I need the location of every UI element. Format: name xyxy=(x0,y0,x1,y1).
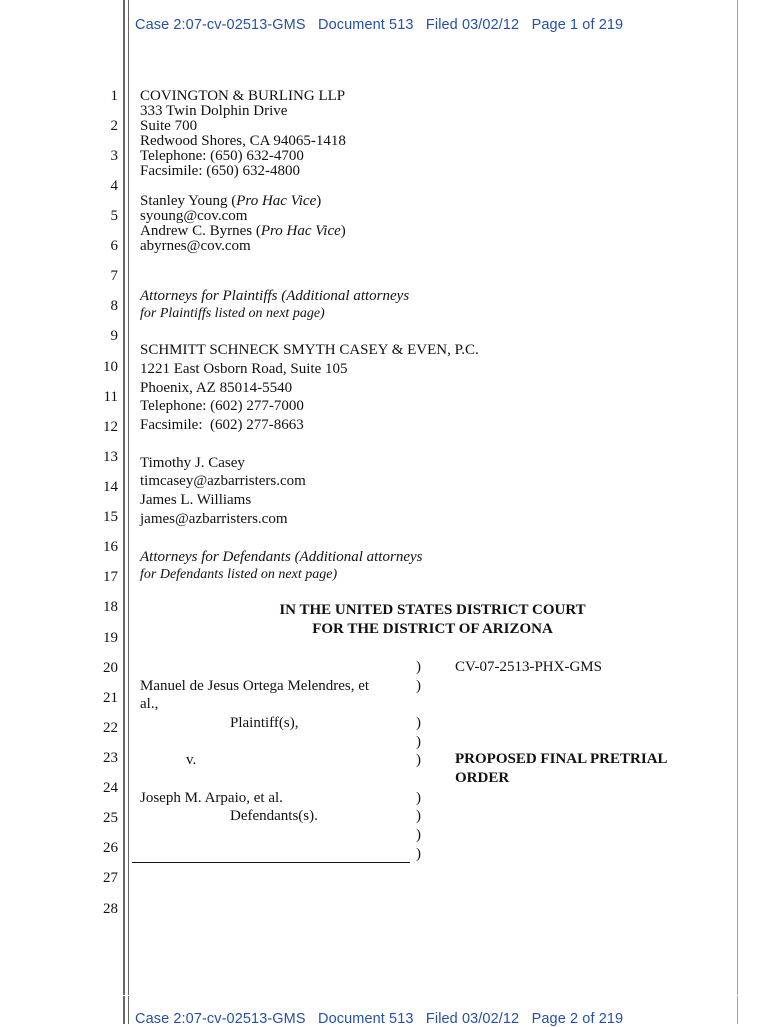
margin-rule-right xyxy=(737,0,738,995)
defendant-role-line1: Attorneys for Defendants (Additional attorneys xyxy=(140,549,423,565)
defendant-fax: Facsimile: (602) 277-8663 xyxy=(140,417,304,433)
line-number: 5 xyxy=(110,208,118,224)
line-number: 18 xyxy=(103,599,118,615)
line-number: 10 xyxy=(103,359,118,375)
line-number: 13 xyxy=(103,449,118,465)
plaintiff-role: Plaintiff(s), xyxy=(230,715,299,731)
document-title-line1: PROPOSED FINAL PRETRIAL xyxy=(455,751,668,767)
line-number: 19 xyxy=(103,630,118,646)
line-number: 15 xyxy=(103,509,118,525)
next-page-rule-right xyxy=(737,996,738,1024)
line-number: 24 xyxy=(103,780,118,796)
defendant-attorney1: Timothy J. Casey xyxy=(140,455,245,471)
line-number: 14 xyxy=(103,479,118,495)
plaintiff-party-line2: al., xyxy=(140,696,159,712)
line-number: 1 xyxy=(110,88,118,104)
plaintiff-role-line2: for Plaintiffs listed on next page) xyxy=(140,306,325,321)
line-number: 23 xyxy=(103,750,118,766)
caption-paren: ) xyxy=(416,659,421,675)
caption-paren: ) xyxy=(416,808,421,824)
plaintiff-attorney2 xyxy=(140,224,346,239)
pro-hac-vice-note: Pro Hac Vice xyxy=(260,223,341,239)
line-number: 25 xyxy=(103,810,118,826)
paren-close: ) xyxy=(340,223,346,239)
plaintiff-attorney1 xyxy=(140,194,321,209)
next-page-rule-outer xyxy=(123,996,125,1024)
margin-rule-inner xyxy=(128,0,129,995)
defendant-role-line2: for Defendants listed on next page) xyxy=(140,567,338,582)
next-page-rule-inner xyxy=(128,996,129,1024)
ecf-header: Case 2:07-cv-02513-GMS Document 513 Filed 03/02/12 Page 1 of 219 xyxy=(135,17,624,33)
line-number: 8 xyxy=(110,298,118,314)
line-number: 20 xyxy=(103,660,118,676)
line-number: 4 xyxy=(110,178,118,194)
line-number: 28 xyxy=(103,901,118,917)
caption-paren: ) xyxy=(416,790,421,806)
paren-close: ) xyxy=(316,193,322,209)
line-number: 26 xyxy=(103,840,118,856)
line-number: 21 xyxy=(103,690,118,706)
caption-paren: ) xyxy=(416,678,421,694)
case-number: CV-07-2513-PHX-GMS xyxy=(455,659,602,675)
pro-hac-vice-note: Pro Hac Vice xyxy=(236,193,317,209)
line-number: 27 xyxy=(103,870,118,886)
line-number: 6 xyxy=(110,238,118,254)
caption-paren: ) xyxy=(416,752,421,768)
ecf-header-next-page: Case 2:07-cv-02513-GMS Document 513 Filed 03/02/12 Page 2 of 219 xyxy=(135,1011,624,1027)
document-title-line2: ORDER xyxy=(455,770,510,786)
versus: v. xyxy=(186,752,197,768)
line-number: 22 xyxy=(103,720,118,736)
line-number: 12 xyxy=(103,419,118,435)
line-number: 3 xyxy=(110,148,118,164)
plaintiff-firm-name: COVINGTON & BURLING LLP xyxy=(140,88,346,104)
plaintiff-attorney1-email: syoung@cov.com xyxy=(140,208,248,224)
defendant-role: Defendants(s). xyxy=(230,808,318,824)
attorney-name: Andrew C. Byrnes ( xyxy=(140,223,261,239)
plaintiff-city: Redwood Shores, CA 94065-1418 xyxy=(140,133,346,149)
caption-paren: ) xyxy=(416,846,421,862)
caption-underline xyxy=(132,862,410,863)
plaintiff-fax: Facsimile: (650) 632-4800 xyxy=(140,163,300,179)
defendant-address-line1: 1221 East Osborn Road, Suite 105 xyxy=(140,361,348,377)
defendant-phone: Telephone: (602) 277-7000 xyxy=(140,398,304,414)
plaintiff-address-line2: Suite 700 xyxy=(140,118,198,134)
plaintiff-role-line1: Attorneys for Plaintiffs (Additional attorneys xyxy=(140,288,410,304)
caption-paren: ) xyxy=(416,715,421,731)
caption-paren: ) xyxy=(416,734,421,750)
defendant-attorney2: James L. Williams xyxy=(140,492,252,508)
line-number: 16 xyxy=(103,539,118,555)
line-number: 2 xyxy=(110,118,118,134)
defendant-firm-name: SCHMITT SCHNECK SMYTH CASEY & EVEN, P.C. xyxy=(140,342,479,358)
defendant-attorney1-email: timcasey@azbarristers.com xyxy=(140,473,306,489)
line-number: 17 xyxy=(103,569,118,585)
line-number: 7 xyxy=(110,268,118,284)
court-district: FOR THE DISTRICT OF ARIZONA xyxy=(312,621,553,637)
plaintiff-party-line1: Manuel de Jesus Ortega Melendres, et xyxy=(140,678,370,694)
plaintiff-address-line1: 333 Twin Dolphin Drive xyxy=(140,103,288,119)
plaintiff-attorney2-email: abyrnes@cov.com xyxy=(140,238,251,254)
plaintiff-phone: Telephone: (650) 632-4700 xyxy=(140,148,304,164)
defendant-party: Joseph M. Arpaio, et al. xyxy=(140,790,283,806)
line-number: 11 xyxy=(103,389,118,405)
margin-rule-outer xyxy=(123,0,125,995)
defendant-attorney2-email: james@azbarristers.com xyxy=(140,511,288,527)
attorney-name: Stanley Young ( xyxy=(140,193,237,209)
court-name: IN THE UNITED STATES DISTRICT COURT xyxy=(279,602,586,618)
line-number: 9 xyxy=(110,328,118,344)
defendant-city: Phoenix, AZ 85014-5540 xyxy=(140,380,293,396)
caption-paren: ) xyxy=(416,827,421,843)
